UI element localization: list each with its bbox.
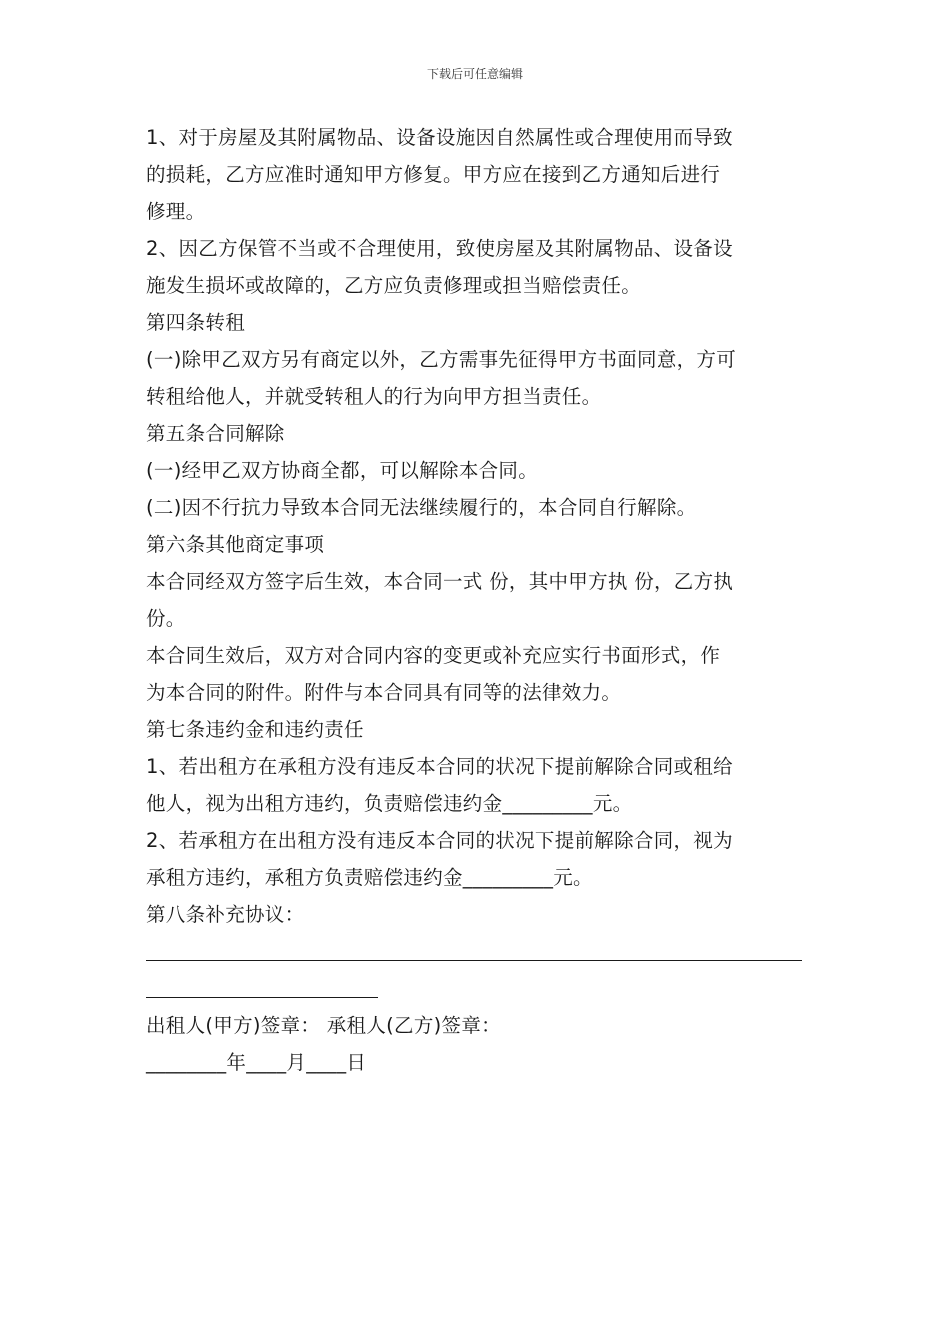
clause-line: 施发生损坏或故障的，乙方应负责修理或担当赔偿责任。 xyxy=(146,274,642,297)
clause-line: 1、对于房屋及其附属物品、设备设施因自然属性或合理使用而导致 xyxy=(146,126,733,149)
supplement-blank-line xyxy=(146,970,810,1007)
contract-body xyxy=(146,119,810,1081)
clause-line: 修理。 xyxy=(146,200,206,223)
article-heading: 第八条补充协议： xyxy=(146,903,305,926)
clause-line: 为本合同的附件。附件与本合同具有同等的法律效力。 xyxy=(146,681,622,704)
date-line: ________年____月____日 xyxy=(146,1051,367,1074)
clause-line: (一)经甲乙双方协商全都，可以解除本合同。 xyxy=(146,459,539,482)
clause-line: 他人，视为出租方违约，负责赔偿违约金_________元。 xyxy=(146,792,633,815)
article-heading: 第五条合同解除 xyxy=(146,422,285,445)
clause-line: (二)因不行抗力导致本合同无法继续履行的，本合同自行解除。 xyxy=(146,496,697,519)
clause-line: 本合同生效后，双方对合同内容的变更或补充应实行书面形式，作 xyxy=(146,644,721,667)
clause-line: 承租方违约，承租方负责赔偿违约金_________元。 xyxy=(146,866,593,889)
page-header: 下载后可任意编辑 xyxy=(426,67,523,81)
clause-line: 份。 xyxy=(146,607,186,630)
clause-line: 1、若出租方在承租方没有违反本合同的状况下提前解除合同或租给 xyxy=(146,755,733,778)
article-heading: 第七条违约金和违约责任 xyxy=(146,718,364,741)
clause-line: 2、若承租方在出租方没有违反本合同的状况下提前解除合同，视为 xyxy=(146,829,733,852)
article-heading: 第六条其他商定事项 xyxy=(146,533,325,556)
supplement-blank-line xyxy=(146,933,810,970)
article-heading: 第四条转租 xyxy=(146,311,246,334)
clause-line: 本合同经双方签字后生效，本合同一式 份，其中甲方执 份，乙方执 xyxy=(146,570,734,593)
clause-line: 的损耗，乙方应准时通知甲方修复。甲方应在接到乙方通知后进行 xyxy=(146,163,721,186)
signature-line: 出租人(甲方)签章： 承租人(乙方)签章： xyxy=(146,1014,501,1037)
clause-line: 2、因乙方保管不当或不合理使用，致使房屋及其附属物品、设备设 xyxy=(146,237,733,260)
clause-line: (一)除甲乙双方另有商定以外，乙方需事先征得甲方书面同意，方可 xyxy=(146,348,737,371)
clause-line: 转租给他人，并就受转租人的行为向甲方担当责任。 xyxy=(146,385,602,408)
